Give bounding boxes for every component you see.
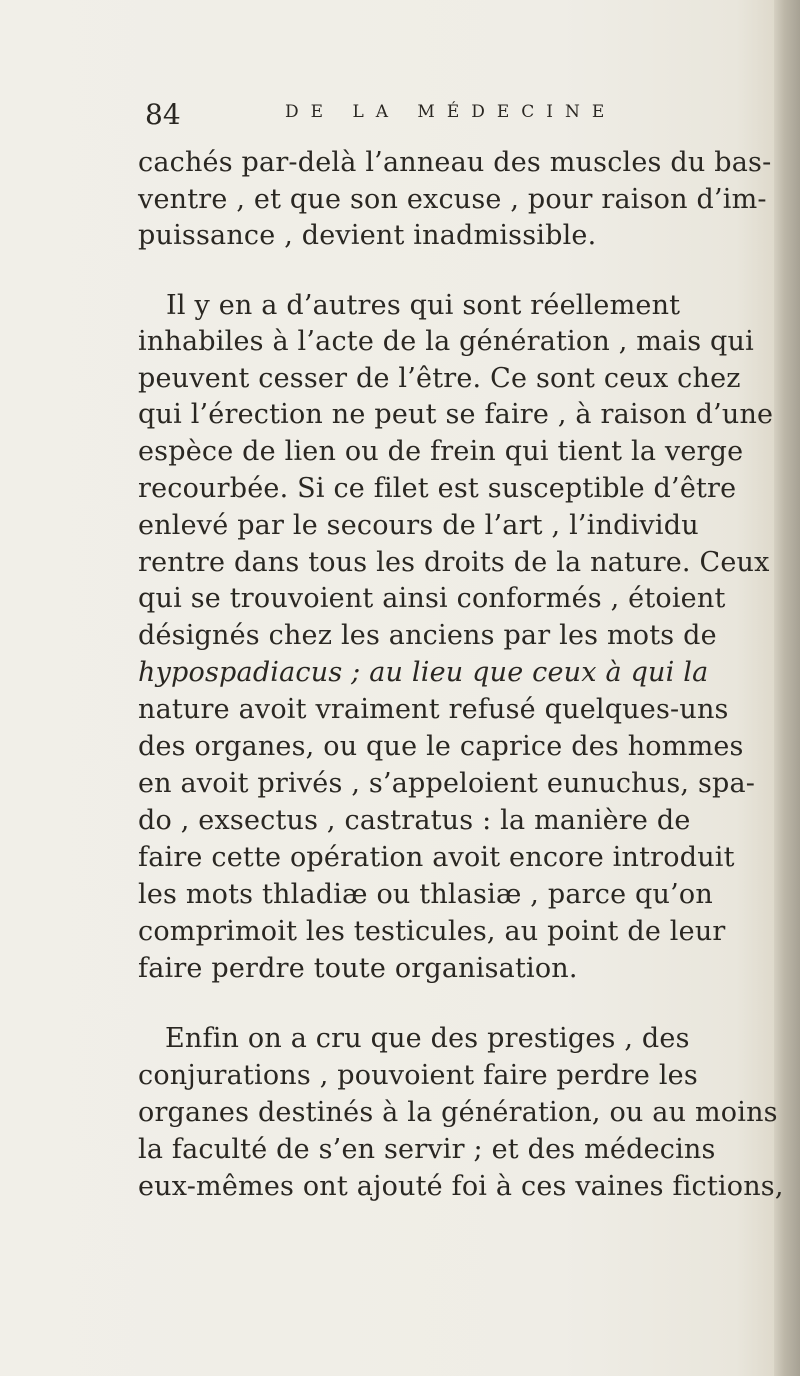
text-line: ventre , et que son excuse , pour raison d’im- [138,184,767,215]
text-line: des organes, ou que le caprice des hommes [138,731,744,762]
text-line: faire cette opération avoit encore introduit [138,842,735,873]
text-line: comprimoit les testicules, au point de leur [138,916,726,947]
text-line: la faculté de s’en servir ; et des médecins [138,1134,716,1165]
page-number: 84 [145,98,181,131]
text-line: désignés chez les anciens par les mots de [138,620,717,651]
text-line: conjurations , pouvoient faire perdre les [138,1060,698,1091]
text-line: faire perdre toute organisation. [138,953,578,984]
text-line: nature avoit vraiment refusé quelques-uns [138,694,729,725]
text-line: rentre dans tous les droits de la nature. Ceux [138,547,770,578]
text-line: qui se trouvoient ainsi conformés , étoient [138,583,726,614]
text-line: puissance , devient inadmissible. [138,220,597,251]
text-line: les mots thladiæ ou thlasiæ , parce qu’on [138,879,713,910]
text-line: eux-mêmes ont ajouté foi à ces vaines fictions, [138,1171,784,1202]
text-line: qui l’érection ne peut se faire , à raison d’une [138,399,774,430]
text-line: recourbée. Si ce filet est susceptible d’être [138,473,737,504]
running-title: DE LA MÉDECINE [285,102,617,122]
text-line: en avoit privés , s’appeloient eunuchus, spa- [138,768,756,799]
text-line: espèce de lien ou de frein qui tient la verge [138,436,744,467]
text-line: Enfin on a cru que des prestiges , des [165,1023,690,1054]
text-line: do , exsectus , castratus : la manière de [138,805,691,836]
text-line: peuvent cesser de l’être. Ce sont ceux chez [138,363,741,394]
text-line: enlevé par le secours de l’art , l’individu [138,510,699,541]
text-line-italic: hypospadiacus ; au lieu que ceux à qui la [138,657,709,688]
text-line: Il y en a d’autres qui sont réellement [166,290,681,321]
text-line: inhabiles à l’acte de la génération , mais qui [138,326,754,357]
text-line: cachés par-delà l’anneau des muscles du bas- [138,147,772,178]
text-line: organes destinés à la génération, ou au moins [138,1097,778,1128]
